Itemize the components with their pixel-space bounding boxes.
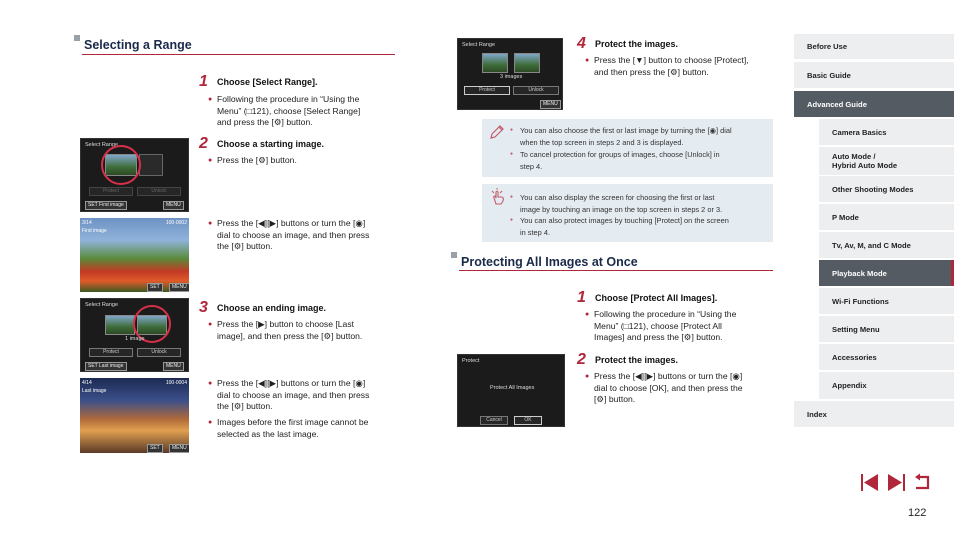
sidebar-item-appendix[interactable]: [819, 372, 954, 399]
sidebar-item-label: Advanced Guide: [807, 99, 867, 109]
frame-counter: 4/14: [82, 380, 92, 386]
screen-header: Select Range: [85, 142, 119, 148]
thumbnail-empty: [139, 154, 163, 176]
note-line: ● You can also choose the first or last image by turning the [◉] dial when the top screen in steps 2 and 3 is displayed.: [510, 125, 770, 148]
sidebar-item-label: Wi-Fi Functions: [832, 296, 889, 306]
image-count: 3 images: [500, 74, 523, 80]
menu-tag: MENU: [163, 201, 184, 210]
step-title: Choose [Protect All Images].: [595, 293, 718, 303]
page-number: 122: [908, 507, 927, 519]
screen-header: Select Range: [462, 42, 496, 48]
camera-screen-protect-all: [457, 354, 565, 427]
screen-button-unlock: Unlock: [513, 86, 559, 95]
previous-page-icon[interactable]: [860, 473, 880, 492]
section-title-protect-all: Protecting All Images at Once: [451, 255, 638, 269]
screen-message: Protect All Images: [490, 385, 535, 391]
sidebar-item-label: Setting Menu: [832, 324, 880, 334]
next-page-icon[interactable]: [886, 473, 906, 492]
set-first-image-tag: SET First image: [85, 201, 127, 210]
sidebar-item-label: Playback Mode: [832, 268, 887, 278]
screen-button-cancel: Cancel: [480, 416, 508, 425]
set-last-image-tag: SET Last image: [85, 362, 127, 371]
step-instruction: ● Press the [▶] button to choose [Last image], and then press the [⚙] button.: [208, 319, 398, 342]
screen-header: Select Range: [85, 302, 119, 308]
sidebar-item-basic-guide[interactable]: [794, 62, 954, 88]
step-instruction: ● Press the [◀][▶] buttons or turn the [◉] dial to choose an image, and then press the [⚙] button.: [208, 218, 398, 253]
menu-tag: MENU: [169, 444, 189, 453]
thumbnail-image: [482, 53, 508, 73]
thumbnail-image: [105, 315, 135, 335]
menu-tag: MENU: [169, 283, 189, 292]
pencil-icon: [489, 124, 505, 140]
sidebar-item-other-shooting-modes[interactable]: [819, 176, 954, 202]
screen-button-unlock: Unlock: [137, 187, 181, 196]
camera-screen-select-range-start: [80, 138, 189, 212]
camera-screen-select-range-protect: [457, 38, 563, 110]
sidebar-item-advanced-guide[interactable]: [794, 91, 954, 117]
step-number: 2: [199, 135, 208, 152]
sidebar-item-label: Camera Basics: [832, 127, 887, 137]
sidebar-item-label: Accessories: [832, 352, 877, 362]
last-image-label: Last image: [82, 388, 107, 394]
set-tag: SET: [147, 444, 163, 453]
step-title: Protect the images.: [595, 355, 679, 365]
image-count: 1 image: [125, 336, 145, 342]
section-title-selecting-range: Selecting a Range: [74, 38, 192, 52]
step-number: 3: [199, 299, 208, 316]
step-number: 4: [577, 35, 586, 52]
screen-header: Protect: [462, 358, 480, 364]
sidebar-item-index[interactable]: [794, 401, 954, 427]
note-line: ● You can also protect images by touching [Protect] on the screen in step 4.: [510, 215, 770, 238]
sidebar-item-tv-av-m-c-mode[interactable]: [819, 232, 954, 258]
step-title: Choose [Select Range].: [217, 77, 318, 87]
step-title: Choose an ending image.: [217, 303, 327, 313]
file-number: 100-0004: [165, 380, 187, 386]
sidebar-item-label: Auto Mode / Hybrid Auto Mode: [832, 152, 898, 170]
step-instruction: ● Following the procedure in “Using the Menu” (□121), choose [Protect All Images] and press the [⚙] button.: [585, 309, 775, 344]
screen-button-protect: Protect: [89, 187, 133, 196]
step-instruction: ● Press the [◀][▶] buttons or turn the [◉] dial to choose an image, and then press the [⚙] button.: [208, 378, 398, 413]
sidebar-item-label: Tv, Av, M, and C Mode: [832, 240, 911, 250]
sidebar-item-label: Index: [807, 409, 827, 419]
menu-tag: MENU: [163, 362, 184, 371]
sidebar-item-before-use[interactable]: [794, 34, 954, 59]
step-instruction: ● Press the [⚙] button.: [208, 155, 398, 167]
sidebar-item-label: P Mode: [832, 212, 859, 222]
step-title: Protect the images.: [595, 39, 679, 49]
highlight-circle: [101, 145, 141, 185]
sidebar-item-label: Other Shooting Modes: [832, 184, 914, 194]
file-number: 100-0002: [165, 220, 187, 226]
step-instruction: ● Press the [◀][▶] buttons or turn the [◉] dial to choose [OK], and then press the [⚙] button.: [585, 371, 775, 406]
sidebar-item-auto-mode[interactable]: [819, 147, 954, 175]
menu-tag: MENU: [540, 100, 561, 109]
section-rule: [459, 270, 773, 271]
first-image-label: First image: [82, 228, 107, 234]
set-tag: SET: [147, 283, 163, 292]
return-icon[interactable]: [912, 473, 932, 492]
note-line: ● To cancel protection for groups of images, choose [Unlock] in step 4.: [510, 149, 770, 172]
screen-button-protect: Protect: [464, 86, 510, 95]
sidebar-item-label: Appendix: [832, 381, 867, 390]
sidebar-item-label: Basic Guide: [807, 70, 851, 80]
step-number: 1: [199, 73, 208, 90]
sidebar-item-wifi-functions[interactable]: [819, 288, 954, 314]
thumbnail-image: [514, 53, 540, 73]
note-box: [482, 119, 773, 177]
sidebar-item-p-mode[interactable]: [819, 204, 954, 230]
note-line: ● You can also display the screen for choosing the first or last image by touching an image on the top screen in steps 2 or 3.: [510, 192, 770, 215]
photo-first-image: [80, 218, 189, 292]
sidebar-item-accessories[interactable]: [819, 344, 954, 370]
touch-hand-icon: [489, 188, 507, 206]
screen-button-protect: Protect: [89, 348, 133, 357]
screen-button-unlock: Unlock: [137, 348, 181, 357]
photo-last-image: [80, 378, 189, 453]
step-instruction: ● Following the procedure in “Using the Menu” (□121), choose [Select Range] and press the [⚙] button.: [208, 94, 398, 129]
step-instruction: ● Press the [▼] button to choose [Protect], and then press the [⚙] button.: [585, 55, 775, 78]
camera-screen-select-range-end: [80, 298, 189, 372]
step-number: 2: [577, 351, 586, 368]
frame-counter: 3/14: [82, 220, 92, 226]
step-instruction: ● Images before the first image cannot be selected as the last image.: [208, 417, 398, 440]
touch-note-box: [482, 184, 773, 242]
step-number: 1: [577, 289, 586, 306]
sidebar-item-playback-mode[interactable]: [819, 260, 954, 286]
section-rule: [82, 54, 395, 55]
screen-button-ok: OK: [514, 416, 542, 425]
sidebar-item-camera-basics[interactable]: [819, 119, 954, 145]
step-title: Choose a starting image.: [217, 139, 325, 149]
sidebar-item-setting-menu[interactable]: [819, 316, 954, 342]
sidebar-item-label: Before Use: [807, 42, 848, 51]
